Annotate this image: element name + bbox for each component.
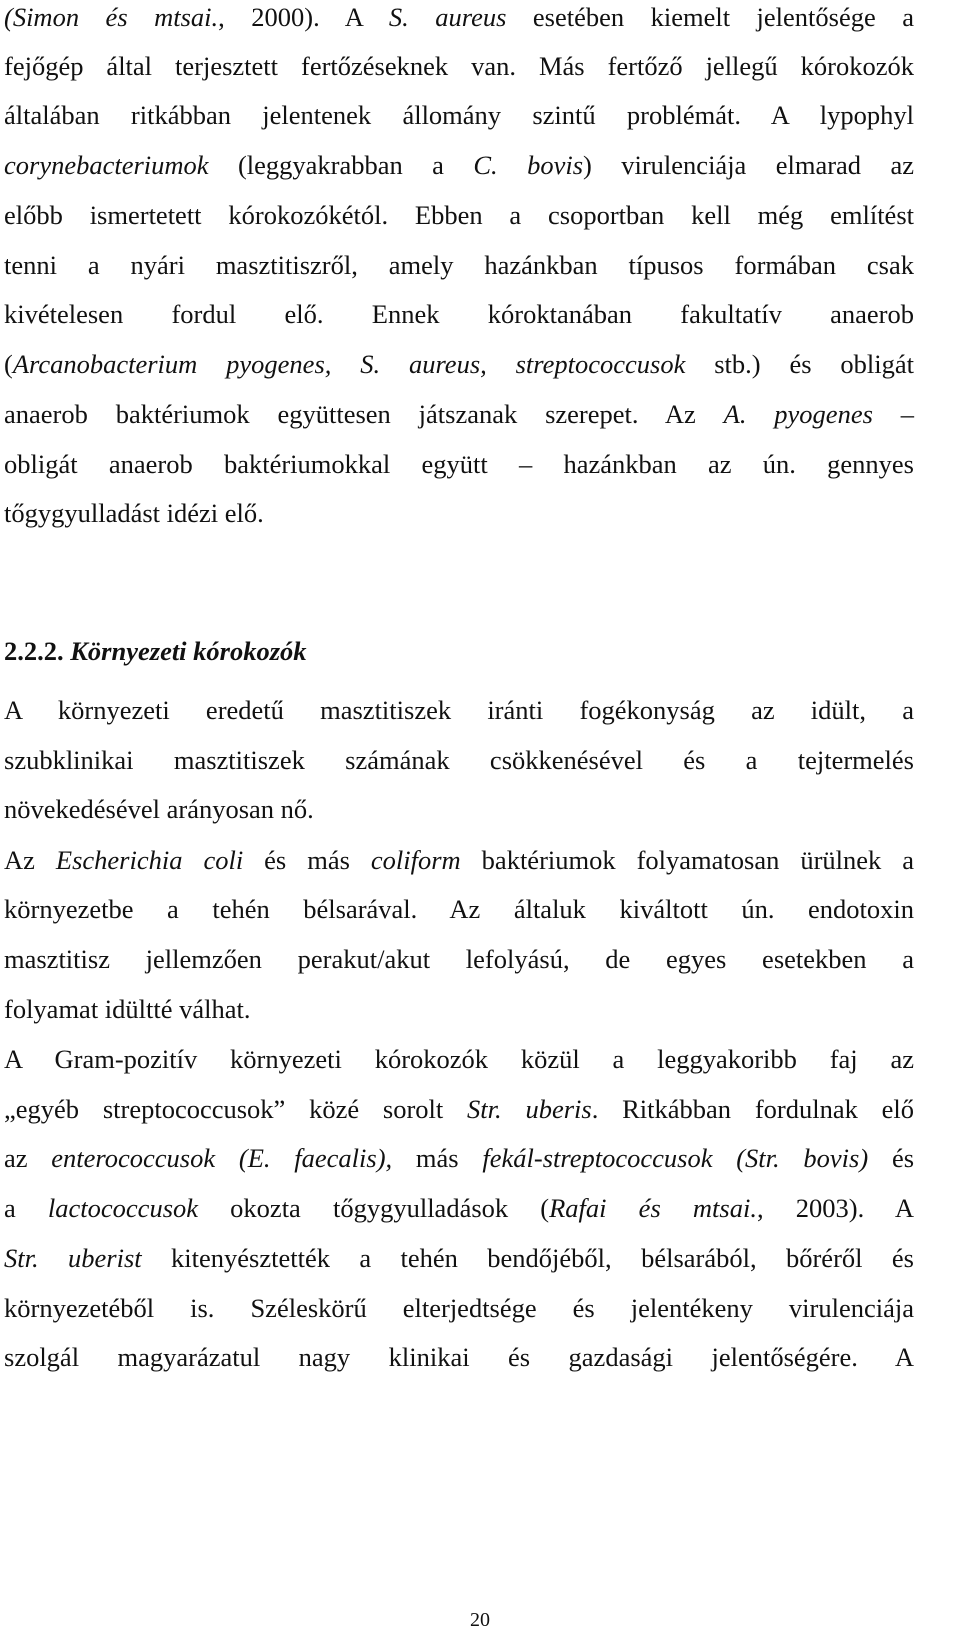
text-segment: A környezeti eredetű masztitiszek iránti fogékonyság az idült, a xyxy=(4,695,914,725)
text-segment: ( xyxy=(4,349,13,379)
paragraph-line xyxy=(4,447,914,481)
text-segment: obligát anaerob baktériumokkal együtt – hazánkban az ún. gennyes xyxy=(4,449,914,479)
paragraph-line xyxy=(4,297,914,331)
text-segment: esetében kiemelt jelentősége a xyxy=(506,2,914,32)
text-segment: Az xyxy=(4,845,56,875)
paragraph-line xyxy=(4,397,914,431)
text-segment: az xyxy=(4,1143,52,1173)
italic-text: coliform xyxy=(370,845,461,875)
text-segment: és más xyxy=(243,845,371,875)
text-segment: tőgygyulladást idézi elő. xyxy=(4,498,264,528)
text-segment: és xyxy=(868,1143,915,1173)
text-segment: más xyxy=(392,1143,483,1173)
italic-text: enterococcusok (E. faecalis), xyxy=(51,1143,393,1173)
paragraph-line xyxy=(4,0,914,34)
text-segment: . Ritkábban fordulnak elő xyxy=(591,1094,914,1124)
text-segment: környezetéből is. Széleskörű elterjedtsége és jelentékeny virulenciája xyxy=(4,1293,914,1323)
italic-text: (Simon és mtsai. xyxy=(4,2,219,32)
italic-text: lactococcusok xyxy=(47,1193,199,1223)
page-number: 20 xyxy=(470,1609,490,1631)
paragraph-line xyxy=(4,792,914,826)
italic-text: Str. uberis xyxy=(467,1094,592,1124)
italic-text: corynebacteriumok xyxy=(4,150,209,180)
text-segment: szolgál magyarázatul nagy klinikai és gazdasági jelentőségére. A xyxy=(4,1342,914,1372)
paragraph-line xyxy=(4,1092,914,1126)
text-segment: tenni a nyári masztitiszről, amely hazánkban típusos formában csak xyxy=(4,250,914,280)
text-segment: „egyéb streptococcusok” közé sorolt xyxy=(4,1094,468,1124)
text-segment: kitenyésztették a tehén bendőjéből, bélsarából, bőréről és xyxy=(141,1243,914,1273)
text-segment: kivételesen fordul elő. Ennek kóroktanában fakultatív anaerob xyxy=(4,299,914,329)
paragraph-line xyxy=(4,892,914,926)
text-segment: előbb ismertetett kórokozókétól. Ebben a csoportban kell még említést xyxy=(4,200,914,230)
paragraph-line xyxy=(4,1291,914,1325)
italic-text: S. aureus xyxy=(388,2,507,32)
paragraph-line xyxy=(4,743,914,777)
text-segment: a xyxy=(4,1193,48,1223)
paragraph-line xyxy=(4,98,914,132)
paragraph-line xyxy=(4,1141,914,1175)
italic-text: fekál-streptococcusok (Str. bovis) xyxy=(482,1143,869,1173)
text-segment: általában ritkábban jelentenek állomány szintű problémát. A lypophyl xyxy=(4,100,914,130)
text-segment: (leggyakrabban a xyxy=(208,150,474,180)
text-segment: folyamat idültté válhat. xyxy=(4,994,251,1024)
paragraph-line xyxy=(4,496,914,530)
italic-text: Rafai és mtsai. xyxy=(549,1193,757,1223)
section-number: 2.2.2. xyxy=(4,636,64,666)
text-segment: stb.) és obligát xyxy=(685,349,914,379)
text-segment: környezetbe a tehén bélsarával. Az általuk kiváltott ún. endotoxin xyxy=(4,894,914,924)
paragraph-line xyxy=(4,248,914,282)
italic-text: C. bovis xyxy=(473,150,584,180)
text-segment: , 2003). A xyxy=(756,1193,915,1223)
text-segment: – xyxy=(872,399,914,429)
text-segment: anaerob baktériumok együttesen játszanak szerepet. Az xyxy=(4,399,724,429)
text-segment: A Gram-pozitív környezeti kórokozók közül a leggyakoribb faj az xyxy=(4,1044,914,1074)
paragraph-line xyxy=(4,49,914,83)
italic-text: Arcanobacterium pyogenes, S. aureus, streptococcusok xyxy=(12,349,686,379)
paragraph-line xyxy=(4,843,914,877)
text-segment: , 2000). A xyxy=(218,2,389,32)
paragraph-line xyxy=(4,1042,914,1076)
paragraph-line xyxy=(4,198,914,232)
paragraph-line xyxy=(4,942,914,976)
text-segment: növekedésével arányosan nő. xyxy=(4,794,314,824)
text-segment: szubklinikai masztitiszek számának csökkenésével és a tejtermelés xyxy=(4,745,914,775)
paragraph-line xyxy=(4,693,914,727)
italic-text: A. pyogenes xyxy=(723,399,873,429)
paragraph-line xyxy=(4,1191,914,1225)
paragraph-line xyxy=(4,1340,914,1374)
paragraph-line xyxy=(4,148,914,182)
text-segment: masztitisz jellemzően perakut/akut lefolyású, de egyes esetekben a xyxy=(4,944,914,974)
text-segment: okozta tőgygyulladások ( xyxy=(198,1193,550,1223)
italic-text: Str. uberist xyxy=(4,1243,142,1273)
paragraph-line xyxy=(4,347,914,381)
section-heading xyxy=(4,634,914,668)
italic-text: Escherichia coli xyxy=(55,845,244,875)
paragraph-line xyxy=(4,992,914,1026)
text-segment: baktériumok folyamatosan ürülnek a xyxy=(460,845,915,875)
paragraph-line xyxy=(4,1241,914,1275)
section-title: Környezeti kórokozók xyxy=(70,636,307,666)
text-segment: fejőgép által terjesztett fertőzéseknek van. Más fertőző jellegű kórokozók xyxy=(4,51,914,81)
text-segment: ) virulenciája elmarad az xyxy=(583,150,914,180)
